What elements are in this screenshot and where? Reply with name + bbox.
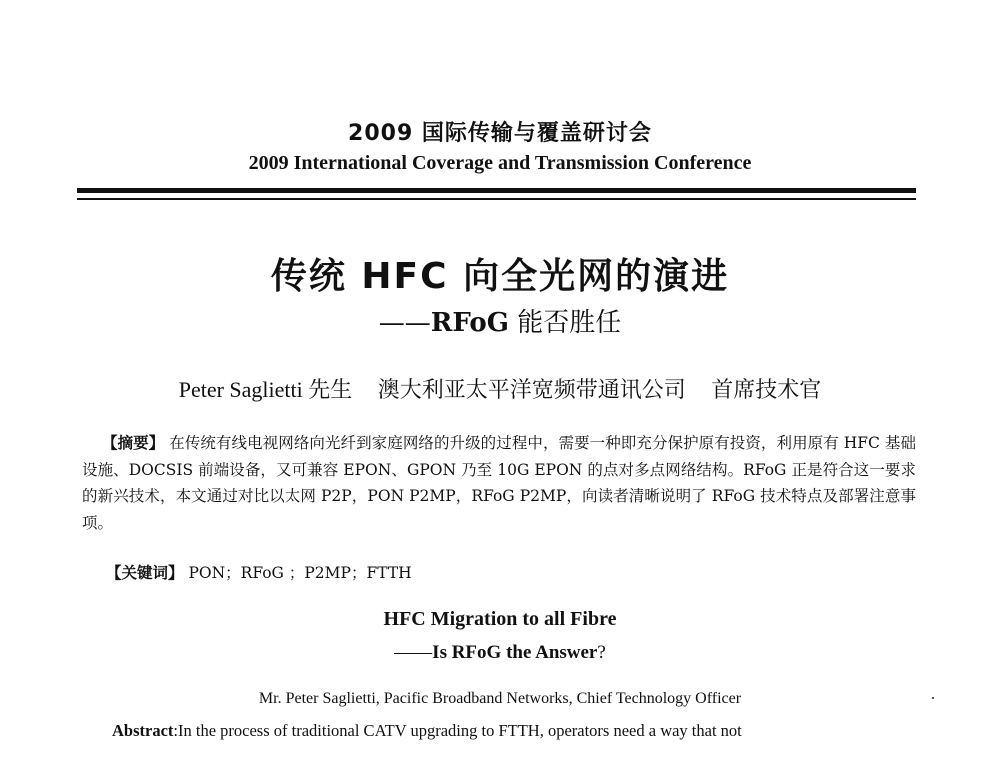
keywords-text-cn: PON；RFoG ；P2MP；FTTH — [188, 564, 412, 582]
header-rule-thin — [77, 198, 916, 200]
article-subtitle-en — [0, 642, 1000, 664]
article-subtitle-cn — [0, 302, 1000, 339]
article-title-en: HFC Migration to all Fibre — [383, 608, 617, 630]
abstract-cn — [82, 430, 916, 536]
abstract-label-en: Abstract — [112, 721, 174, 740]
header-rule-thick — [77, 188, 916, 193]
abstract-text-en: :In the process of traditional CATV upgrading to FTTH, operators need a way that not — [173, 721, 742, 740]
article-title-cn: 传统 HFC 向全光网的演进 — [270, 256, 730, 297]
subtitle-dash-cn: —— — [378, 308, 431, 338]
abstract-label-cn: 【摘要】 — [102, 434, 165, 452]
author-byline-cn — [0, 373, 1000, 404]
subtitle-bold-en: Is RFoG the Answer — [432, 642, 598, 663]
keywords-cn — [106, 560, 906, 587]
conference-title-cn: 2009 国际传输与覆盖研讨会 — [348, 121, 652, 146]
scan-speck — [932, 697, 934, 699]
author-company-cn: 澳大利亚太平洋宽频带通讯公司 — [377, 377, 686, 402]
abstract-text-cn: 在传统有线电视网络向光纤到家庭网络的升级的过程中，需要一种即充分保护原有投资，利用原有 HFC 基础设施、DOCSIS 前端设备，又可兼容 EPON、GPON 乃至 10G EPON 的点对多点网络结构。RFoG 正是符合这一要求的新兴技术，本文通过对比以太网 P2P，PON P2MP，RFoG P2MP，向读者清晰说明了 RFoG 技术特点及部署注意事项。 — [82, 434, 916, 532]
subtitle-end-en: ? — [597, 642, 606, 663]
abstract-en — [82, 718, 916, 744]
author-byline-en: Mr. Peter Saglietti, Pacific Broadband Networks, Chief Technology Officer — [258, 690, 742, 707]
author-name-cn: Peter Saglietti 先生 — [178, 377, 353, 402]
author-position-cn: 首席技术官 — [711, 377, 822, 402]
conference-title-en: 2009 International Coverage and Transmission Conference — [248, 152, 752, 174]
keywords-label-cn: 【关键词】 — [106, 564, 184, 582]
subtitle-dash-en: —— — [394, 642, 433, 663]
subtitle-rest-cn: 能否胜任 — [508, 308, 622, 338]
subtitle-bold-cn: RFoG — [430, 308, 509, 338]
